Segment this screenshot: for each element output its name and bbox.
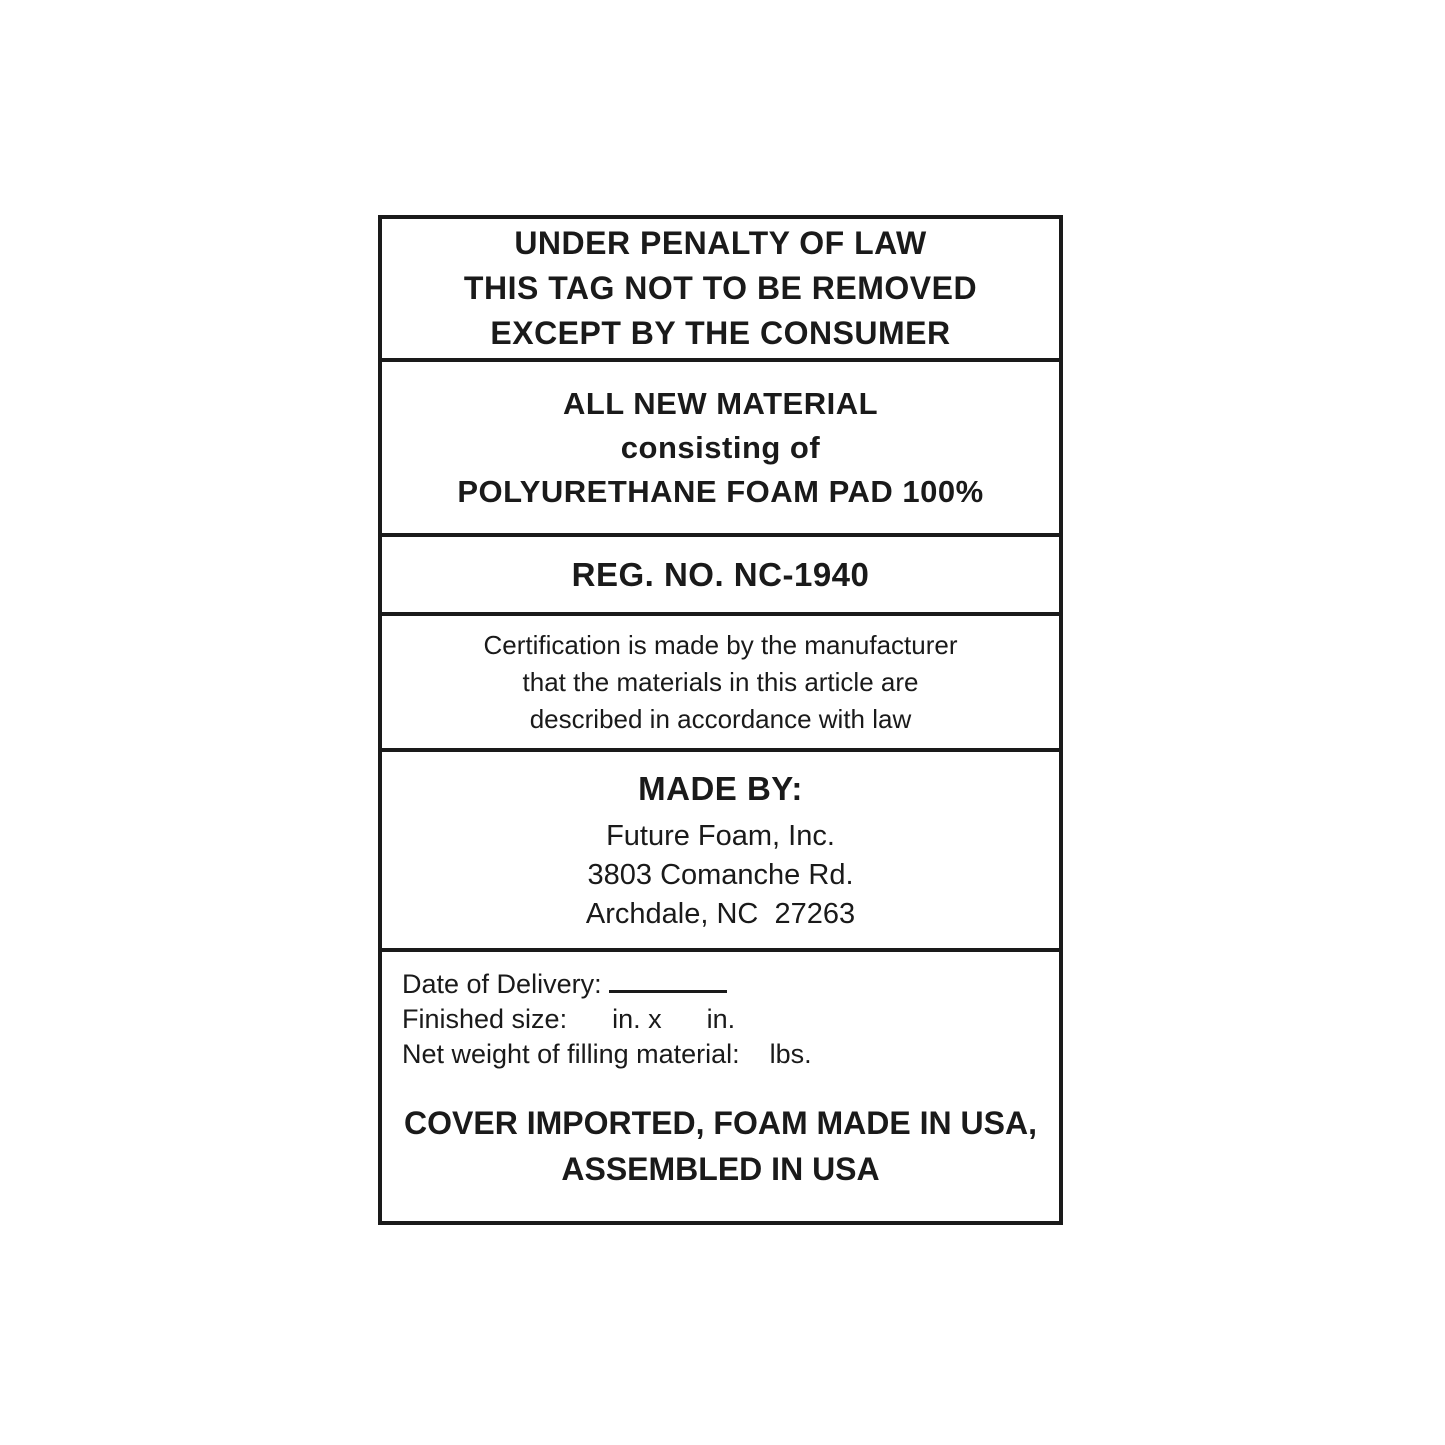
manufacturer-city-state-zip: Archdale, NC 27263	[585, 898, 856, 930]
penalty-line-3: EXCEPT BY THE CONSUMER	[490, 315, 951, 351]
certification-line-1: Certification is made by the manufacturer	[483, 629, 958, 660]
made-by-heading: MADE BY:	[638, 770, 803, 807]
material-line-2: consisting of	[620, 429, 821, 465]
penalty-line-2: THIS TAG NOT TO BE REMOVED	[463, 270, 978, 306]
net-weight-line: Net weight of filling material: lbs.	[402, 1039, 812, 1069]
date-of-delivery-blank	[609, 966, 727, 993]
registration-number: REG. NO. NC-1940	[571, 555, 870, 593]
law-label-tag	[378, 215, 1063, 1225]
material-line-3: POLYURETHANE FOAM PAD 100%	[457, 473, 984, 509]
manufacturer-name: Future Foam, Inc.	[606, 820, 835, 852]
delivery-details-block	[382, 952, 1059, 1072]
certification-line-2: that the materials in this article are	[522, 666, 919, 697]
material-line-1: ALL NEW MATERIAL	[562, 385, 879, 421]
finished-size-line: Finished size: in. x in.	[402, 1004, 736, 1034]
material-contents-section	[382, 358, 1059, 533]
certification-section	[382, 612, 1059, 748]
delivery-and-origin-section	[382, 948, 1059, 1221]
registration-number-section	[382, 533, 1059, 612]
date-of-delivery-label: Date of Delivery:	[402, 969, 602, 999]
origin-statement-block	[382, 1100, 1059, 1192]
certification-line-3: described in accordance with law	[529, 703, 912, 734]
made-by-section	[382, 748, 1059, 948]
origin-line-2: ASSEMBLED IN USA	[561, 1151, 880, 1187]
penalty-line-1: UNDER PENALTY OF LAW	[514, 225, 927, 261]
manufacturer-street: 3803 Comanche Rd.	[587, 859, 854, 891]
date-of-delivery-line	[402, 966, 1059, 1002]
origin-line-1: COVER IMPORTED, FOAM MADE IN USA,	[404, 1105, 1037, 1141]
penalty-notice-section	[382, 219, 1059, 358]
